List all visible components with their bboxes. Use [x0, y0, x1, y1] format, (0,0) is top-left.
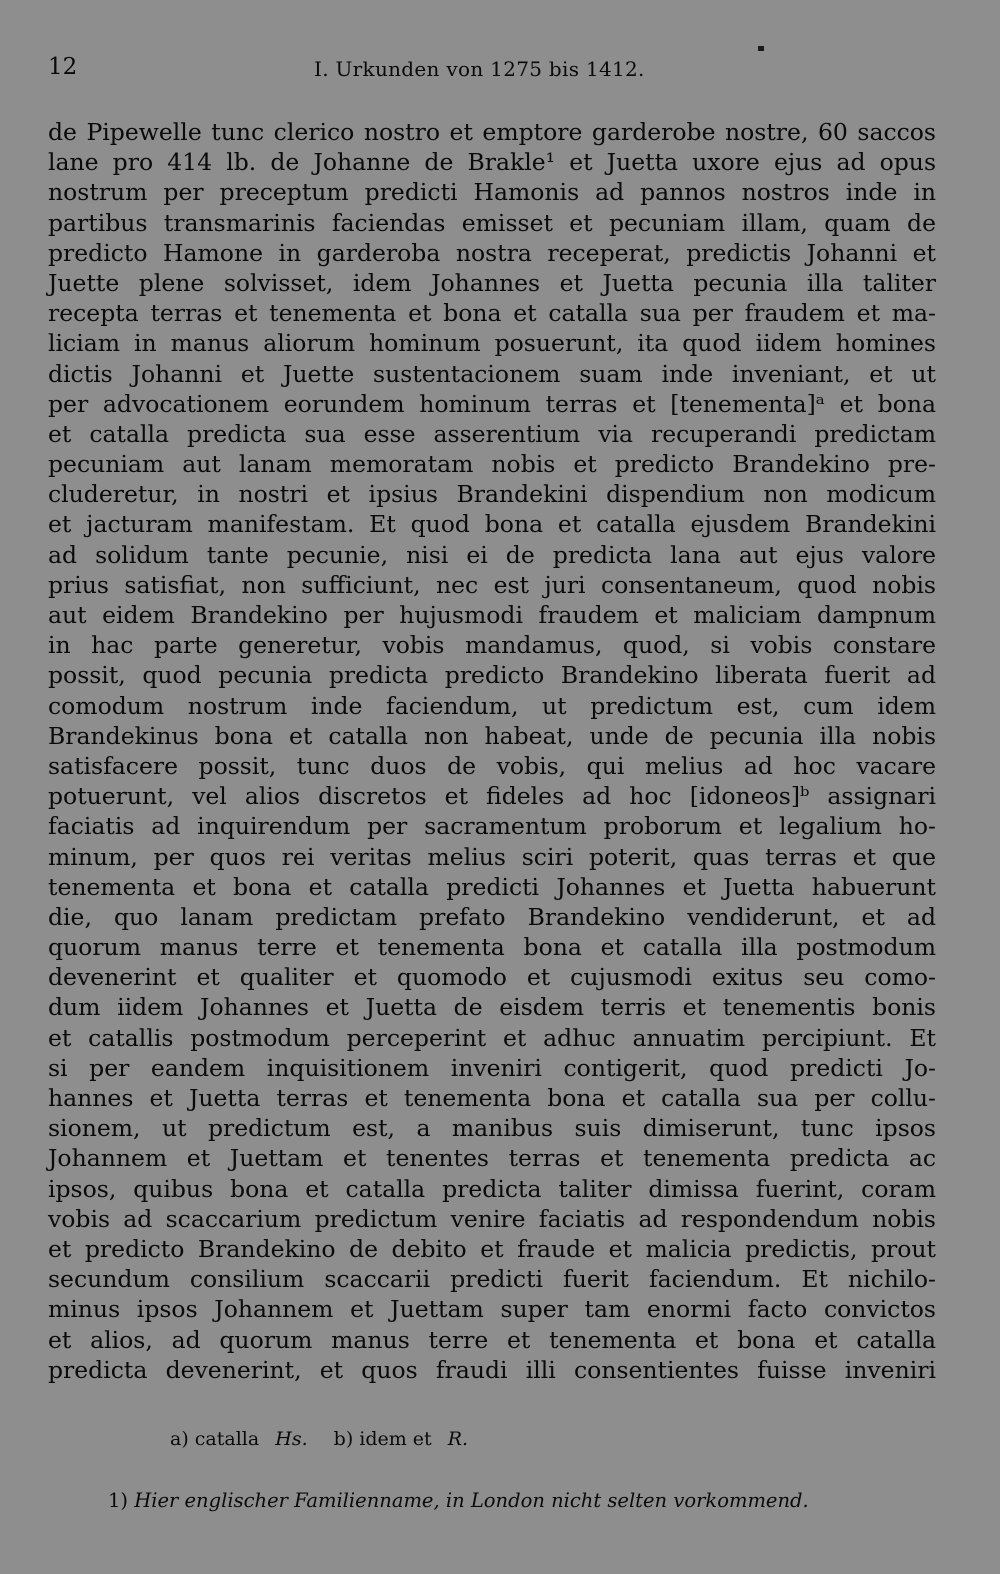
body-line: possit, quod pecunia predicta predicto Brandekino liberata fuerit ad [48, 661, 936, 690]
body-line: si per eandem inquisitionem inveniri contigerit, quod predicti Jo- [48, 1053, 936, 1082]
body-line: et jacturam manifestam. Et quod bona et catalla ejusdem Brandekini [48, 510, 936, 539]
body-line: comodum nostrum inde faciendum, ut predictum est, cum idem [48, 691, 936, 720]
body-line: satisfacere possit, tunc duos de vobis, qui melius ad hoc vacare [48, 751, 936, 780]
body-line: recepta terras et tenementa et bona et catalla sua per fraudem et ma- [48, 299, 936, 328]
body-line: Johannem et Juettam et tenentes terras et tenementa predicta ac [48, 1144, 936, 1173]
body-line: et predicto Brandekino de debito et fraude et malicia predictis, prout [48, 1234, 936, 1263]
body-line: aut eidem Brandekino per hujusmodi fraudem et maliciam dampnum [48, 601, 936, 629]
page-number: 12 [48, 54, 78, 80]
body-line: sionem, ut predictum est, a manibus suis dimiserunt, tunc ipsos [48, 1114, 936, 1143]
body-line: Juette plene solvisset, idem Johannes et Juetta pecunia illa taliter [48, 268, 936, 297]
note-a-label: a) catalla [170, 1428, 260, 1450]
running-title: I. Urkunden von 1275 bis 1412. [314, 57, 645, 81]
footnote-1 [108, 1489, 809, 1512]
note-b [334, 1428, 478, 1450]
body-line: et catallis postmodum perceperint et adhuc annuatim percipiunt. Et [48, 1023, 936, 1052]
body-line: et catalla predicta sua esse asserentium via recuperandi predictam [48, 419, 936, 448]
body-line: lane pro 414 lb. de Johanne de Brakle¹ et Juetta uxore ejus ad opus [48, 148, 936, 177]
body-line: vobis ad scaccarium predictum venire faciatis ad respondendum nobis [48, 1204, 936, 1233]
print-speck [758, 46, 764, 51]
note-a [170, 1428, 318, 1450]
body-line: die, quo lanam predictam prefato Brandekino vendiderunt, et ad [48, 902, 936, 931]
body-line: de Pipewelle tunc clerico nostro et emptore garderobe nostre, 60 saccos [48, 118, 936, 146]
body-line: tenementa et bona et catalla predicti Johannes et Juetta habuerunt [48, 872, 936, 901]
body-line: Brandekinus bona et catalla non habeat, unde de pecunia illa nobis [48, 721, 936, 750]
page-header [48, 54, 938, 90]
note-b-label: b) idem et [333, 1428, 432, 1450]
body-line: faciatis ad inquirendum per sacramentum proborum et legalium ho- [48, 812, 936, 841]
body-line: predicto Hamone in garderoba nostra receperat, predictis Johanni et [48, 238, 936, 267]
body-line: dictis Johanni et Juette sustentacionem suam inde inveniant, et ut [48, 359, 936, 388]
body-text [48, 117, 936, 1385]
body-line: minus ipsos Johannem et Juettam super tam enormi facto convictos [48, 1295, 936, 1324]
body-line: liciam in manus aliorum hominum posuerunt, ita quod iidem homines [48, 329, 936, 358]
body-line: quorum manus terre et tenementa bona et catalla illa postmodum [48, 933, 936, 962]
body-line: in hac parte generetur, vobis mandamus, quod, si vobis constare [48, 631, 936, 660]
body-line: prius satisfiat, non sufficiunt, nec est juri consentaneum, quod nobis [48, 570, 936, 599]
body-line: predicta devenerint, et quos fraudi illi consentientes fuisse inveniri [48, 1355, 936, 1384]
body-line: pecuniam aut lanam memoratam nobis et predicto Brandekino pre- [48, 450, 936, 479]
body-line: ad solidum tante pecunie, nisi ei de predicta lana aut ejus valore [48, 540, 936, 569]
note-b-source: R. [447, 1428, 469, 1450]
body-line: secundum consilium scaccarii predicti fuerit faciendum. Et nichilo- [48, 1265, 936, 1294]
body-line: cluderetur, in nostri et ipsius Brandekini dispendium non modicum [48, 480, 936, 509]
body-line: devenerint et qualiter et quomodo et cujusmodi exitus seu como- [48, 963, 936, 992]
body-line: per advocationem eorundem hominum terras et [tenementa]ᵃ et bona [48, 389, 936, 418]
footnote-1-number: 1) [108, 1489, 129, 1512]
body-line: potuerunt, vel alios discretos et fideles ad hoc [idoneos]ᵇ assignari [48, 782, 936, 811]
body-line: minum, per quos rei veritas melius sciri poterit, quas terras et que [48, 842, 936, 871]
body-line: hannes et Juetta terras et tenementa bona et catalla sua per collu- [48, 1084, 936, 1112]
textual-notes [170, 1428, 488, 1450]
footnote-1-text: Hier englischer Familienname, in London nicht selten vorkommend. [134, 1489, 809, 1512]
body-line: et alios, ad quorum manus terre et tenementa et bona et catalla [48, 1325, 936, 1354]
body-line: partibus transmarinis faciendas emisset et pecuniam illam, quam de [48, 208, 936, 237]
body-line: dum iidem Johannes et Juetta de eisdem terris et tenementis bonis [48, 993, 936, 1022]
body-line: nostrum per preceptum predicti Hamonis ad pannos nostros inde in [48, 178, 936, 207]
note-a-source: Hs. [275, 1428, 308, 1450]
body-line: ipsos, quibus bona et catalla predicta taliter dimissa fuerint, coram [48, 1174, 936, 1203]
